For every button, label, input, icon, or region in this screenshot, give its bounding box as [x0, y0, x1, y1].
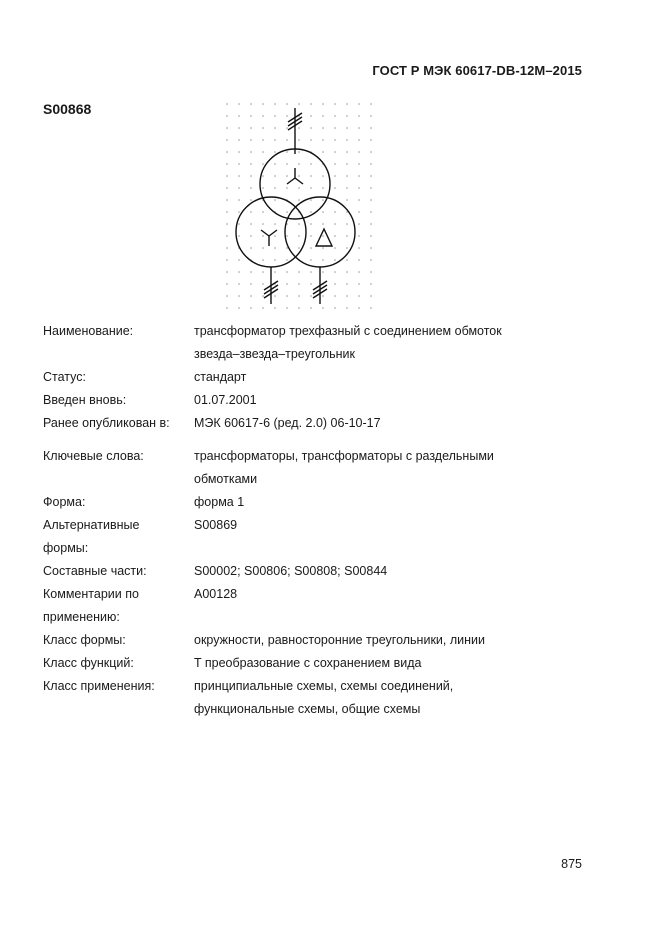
- property-application-class: [43, 675, 583, 721]
- property-label: Альтернативные формы:: [43, 518, 140, 555]
- property-value: принципиальные схемы, схемы соединений, функциональные схемы, общие схемы: [194, 679, 454, 716]
- property-form: [43, 491, 583, 514]
- property-value: окружности, равносторонние треугольники, линии: [194, 633, 485, 647]
- property-name: [43, 320, 583, 366]
- symbol-code: S00868: [43, 101, 92, 117]
- property-previously-published: [43, 412, 583, 435]
- property-components: [43, 560, 583, 583]
- property-value: S00869: [194, 518, 238, 532]
- property-value: МЭК 60617-6 (ред. 2.0) 06-10-17: [194, 416, 381, 430]
- property-value: стандарт: [194, 370, 247, 384]
- property-status: [43, 366, 583, 389]
- three-phase-transformer-star-star-delta-symbol-icon: [224, 100, 374, 316]
- property-shape-class: [43, 629, 583, 652]
- property-label: Класс формы:: [43, 633, 126, 647]
- property-function-class: [43, 652, 583, 675]
- property-label: Класс применения:: [43, 679, 155, 693]
- property-label: Класс функций:: [43, 656, 134, 670]
- property-label: Составные части:: [43, 564, 147, 578]
- property-label: Введен вновь:: [43, 393, 127, 407]
- document-standard-header: ГОСТ Р МЭК 60617-DB-12M–2015: [372, 63, 582, 78]
- property-value: трансформаторы, трансформаторы с раздельными обмотками: [194, 449, 494, 486]
- property-keywords: [43, 445, 583, 491]
- property-application-notes: [43, 583, 583, 629]
- property-value: S00002; S00806; S00808; S00844: [194, 564, 388, 578]
- property-value: T преобразование с сохранением вида: [194, 656, 422, 670]
- property-value: форма 1: [194, 495, 245, 509]
- property-alternative-forms: [43, 514, 583, 560]
- property-label: Ранее опубликован в:: [43, 416, 170, 430]
- symbol-properties: [43, 320, 583, 721]
- page-number: 875: [561, 857, 582, 871]
- property-introduced: [43, 389, 583, 412]
- property-label: Статус:: [43, 370, 86, 384]
- property-value: трансформатор трехфазный с соединением обмоток звезда–звезда–треугольник: [194, 324, 502, 361]
- property-value: 01.07.2001: [194, 393, 257, 407]
- property-value: A00128: [194, 587, 238, 601]
- property-label: Ключевые слова:: [43, 449, 144, 463]
- property-label: Форма:: [43, 495, 86, 509]
- property-label: Наименование:: [43, 324, 134, 338]
- property-label: Комментарии по применению:: [43, 587, 139, 624]
